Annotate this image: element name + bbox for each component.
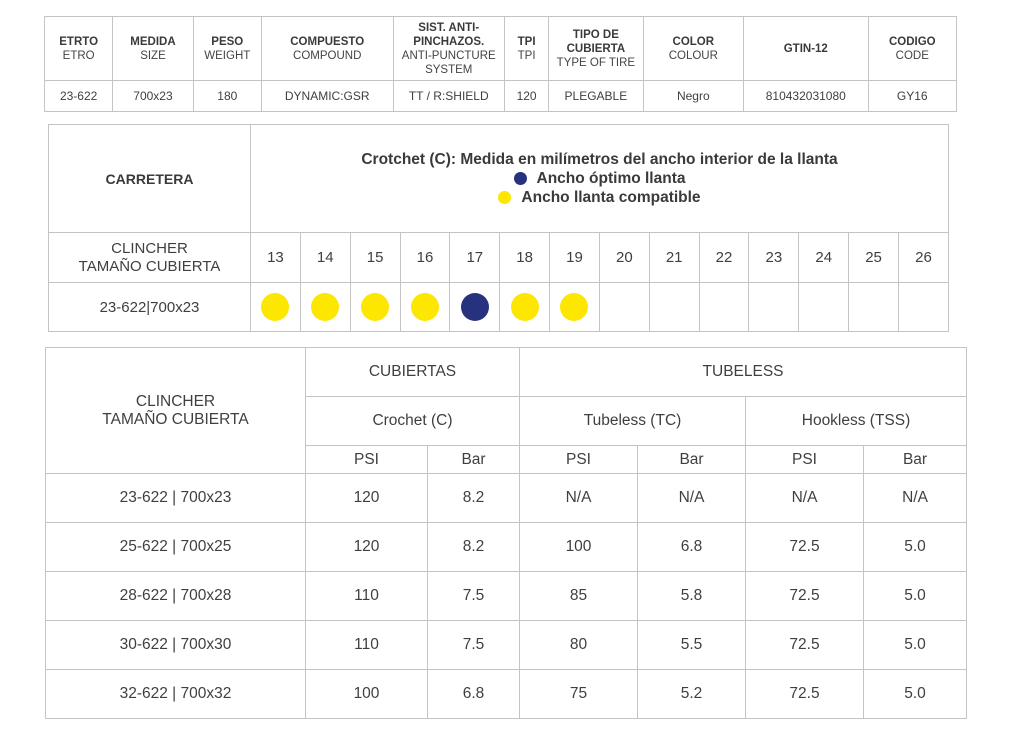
spec-header-weight: PESO WEIGHT <box>193 17 261 81</box>
cell-value: 5.2 <box>638 670 746 719</box>
cell-value: 120 <box>306 474 428 523</box>
spec-header-gtin: GTIN-12 <box>744 17 869 81</box>
cell-value: 72.5 <box>746 621 864 670</box>
compatible-dot-icon <box>560 293 588 321</box>
section-label: CARRETERA <box>49 125 251 233</box>
cell-value: 5.0 <box>864 621 967 670</box>
rim-cell-18 <box>500 283 550 332</box>
clincher-size-label <box>49 233 251 283</box>
rim-width-20: 20 <box>599 233 649 283</box>
cell-value: 80 <box>520 621 638 670</box>
cell-value: 85 <box>520 572 638 621</box>
compatible-dot-icon <box>361 293 389 321</box>
optimal-dot-icon <box>461 293 489 321</box>
compatible-dot-icon <box>498 191 511 204</box>
rim-width-24: 24 <box>799 233 849 283</box>
cell-value: 75 <box>520 670 638 719</box>
legend-compatible <box>251 188 948 207</box>
rim-width-14: 14 <box>300 233 350 283</box>
cell-value: 100 <box>306 670 428 719</box>
pressure-tire-size-label: TAMAÑO CUBIERTA <box>102 410 249 428</box>
rim-compatibility-table <box>48 124 949 332</box>
spec-header-tpi: TPI TPI <box>504 17 548 81</box>
cell-value: 100 <box>520 523 638 572</box>
table-row <box>46 621 967 670</box>
rim-width-row <box>49 233 949 283</box>
unit-bar: Bar <box>638 446 746 474</box>
rim-cell-23 <box>749 283 799 332</box>
cell-value: N/A <box>638 474 746 523</box>
table-row <box>46 572 967 621</box>
cell-value: 5.0 <box>864 670 967 719</box>
table-row <box>46 523 967 572</box>
rim-width-16: 16 <box>400 233 450 283</box>
pressure-group-row <box>46 348 967 397</box>
spec-value-row <box>45 81 957 112</box>
rim-width-25: 25 <box>849 233 899 283</box>
spec-value-compound: DYNAMIC:GSR <box>261 81 393 112</box>
cell-value: 5.0 <box>864 523 967 572</box>
rim-legend <box>251 125 949 233</box>
spec-header-compound: COMPUESTO COMPOUND <box>261 17 393 81</box>
rim-cell-20 <box>599 283 649 332</box>
spec-header-colour: COLOR COLOUR <box>643 17 743 81</box>
spec-header-row <box>45 17 957 81</box>
rim-cell-22 <box>699 283 749 332</box>
rim-width-23: 23 <box>749 233 799 283</box>
rim-width-17: 17 <box>450 233 500 283</box>
rim-width-13: 13 <box>251 233 301 283</box>
compatible-dot-icon <box>511 293 539 321</box>
rim-width-21: 21 <box>649 233 699 283</box>
rim-width-19: 19 <box>550 233 600 283</box>
rim-cell-14 <box>300 283 350 332</box>
rim-cell-13 <box>251 283 301 332</box>
tire-size-label: TAMAÑO CUBIERTA <box>78 257 221 275</box>
rim-cell-26 <box>898 283 948 332</box>
spec-value-code: GY16 <box>868 81 956 112</box>
unit-psi: PSI <box>746 446 864 474</box>
rim-width-15: 15 <box>350 233 400 283</box>
cell-value: 6.8 <box>638 523 746 572</box>
spec-header-code: CODIGO CODE <box>868 17 956 81</box>
rim-cell-16 <box>400 283 450 332</box>
table-row <box>46 670 967 719</box>
legend-title: Crotchet (C): Medida en milímetros del ancho interior de la llanta <box>361 151 838 168</box>
rim-cell-24 <box>799 283 849 332</box>
compatible-dot-icon <box>411 293 439 321</box>
spec-value-tpi: 120 <box>504 81 548 112</box>
cell-value: N/A <box>864 474 967 523</box>
spec-header-tire-type: TIPO DE CUBIERTA TYPE OF TIRE <box>549 17 643 81</box>
compatible-dot-icon <box>311 293 339 321</box>
spec-header-antipuncture: SIST. ANTI-PINCHAZOS. ANTI-PUNCTURE SYSTEM <box>393 17 504 81</box>
rim-width-18: 18 <box>500 233 550 283</box>
legend-optimal <box>251 169 948 188</box>
compatible-dot-icon <box>261 293 289 321</box>
spec-value-colour: Negro <box>643 81 743 112</box>
legend-compatible-label: Ancho llanta compatible <box>521 189 701 206</box>
spec-value-antipuncture: TT / R:SHIELD <box>393 81 504 112</box>
row-size: 25-622 | 700x25 <box>46 523 306 572</box>
cell-value: N/A <box>520 474 638 523</box>
spec-value-size: 700x23 <box>113 81 193 112</box>
rim-cell-25 <box>849 283 899 332</box>
unit-psi: PSI <box>520 446 638 474</box>
rim-width-26: 26 <box>898 233 948 283</box>
subgroup-tubeless-tc: Tubeless (TC) <box>520 397 746 446</box>
spec-header-etrto: ETRTO ETRO <box>45 17 113 81</box>
subgroup-hookless-tss: Hookless (TSS) <box>746 397 967 446</box>
cell-value: 5.5 <box>638 621 746 670</box>
rim-tire-row <box>49 283 949 332</box>
spec-value-gtin: 810432031080 <box>744 81 869 112</box>
legend-optimal-label: Ancho óptimo llanta <box>536 170 686 187</box>
cell-value: 120 <box>306 523 428 572</box>
cell-value: 7.5 <box>428 621 520 670</box>
spec-value-weight: 180 <box>193 81 261 112</box>
subgroup-crochet: Crochet (C) <box>306 397 520 446</box>
spec-value-tire-type: PLEGABLE <box>549 81 643 112</box>
cell-value: 72.5 <box>746 670 864 719</box>
cell-value: 72.5 <box>746 572 864 621</box>
group-tubeless: TUBELESS <box>520 348 967 397</box>
row-size: 30-622 | 700x30 <box>46 621 306 670</box>
unit-bar: Bar <box>428 446 520 474</box>
pressure-size-header <box>46 348 306 474</box>
cell-value: 5.8 <box>638 572 746 621</box>
unit-bar: Bar <box>864 446 967 474</box>
cell-value: 8.2 <box>428 474 520 523</box>
row-size: 28-622 | 700x28 <box>46 572 306 621</box>
pressure-table <box>45 347 967 719</box>
rim-cell-17 <box>450 283 500 332</box>
group-cubiertas: CUBIERTAS <box>306 348 520 397</box>
rim-cell-15 <box>350 283 400 332</box>
cell-value: 8.2 <box>428 523 520 572</box>
cell-value: 110 <box>306 621 428 670</box>
pressure-clincher-label: CLINCHER <box>135 392 216 410</box>
cell-value: N/A <box>746 474 864 523</box>
table-row <box>46 474 967 523</box>
rim-cell-19 <box>550 283 600 332</box>
rim-width-22: 22 <box>699 233 749 283</box>
spec-table <box>44 16 957 112</box>
cell-value: 5.0 <box>864 572 967 621</box>
cell-value: 6.8 <box>428 670 520 719</box>
rim-legend-row <box>49 125 949 233</box>
cell-value: 72.5 <box>746 523 864 572</box>
spec-value-etrto: 23-622 <box>45 81 113 112</box>
cell-value: 7.5 <box>428 572 520 621</box>
spec-header-size: MEDIDA SIZE <box>113 17 193 81</box>
row-size: 23-622 | 700x23 <box>46 474 306 523</box>
optimal-dot-icon <box>514 172 527 185</box>
unit-psi: PSI <box>306 446 428 474</box>
rim-cell-21 <box>649 283 699 332</box>
cell-value: 110 <box>306 572 428 621</box>
clincher-label: CLINCHER <box>111 239 188 257</box>
rim-tire-size: 23-622|700x23 <box>49 283 251 332</box>
row-size: 32-622 | 700x32 <box>46 670 306 719</box>
